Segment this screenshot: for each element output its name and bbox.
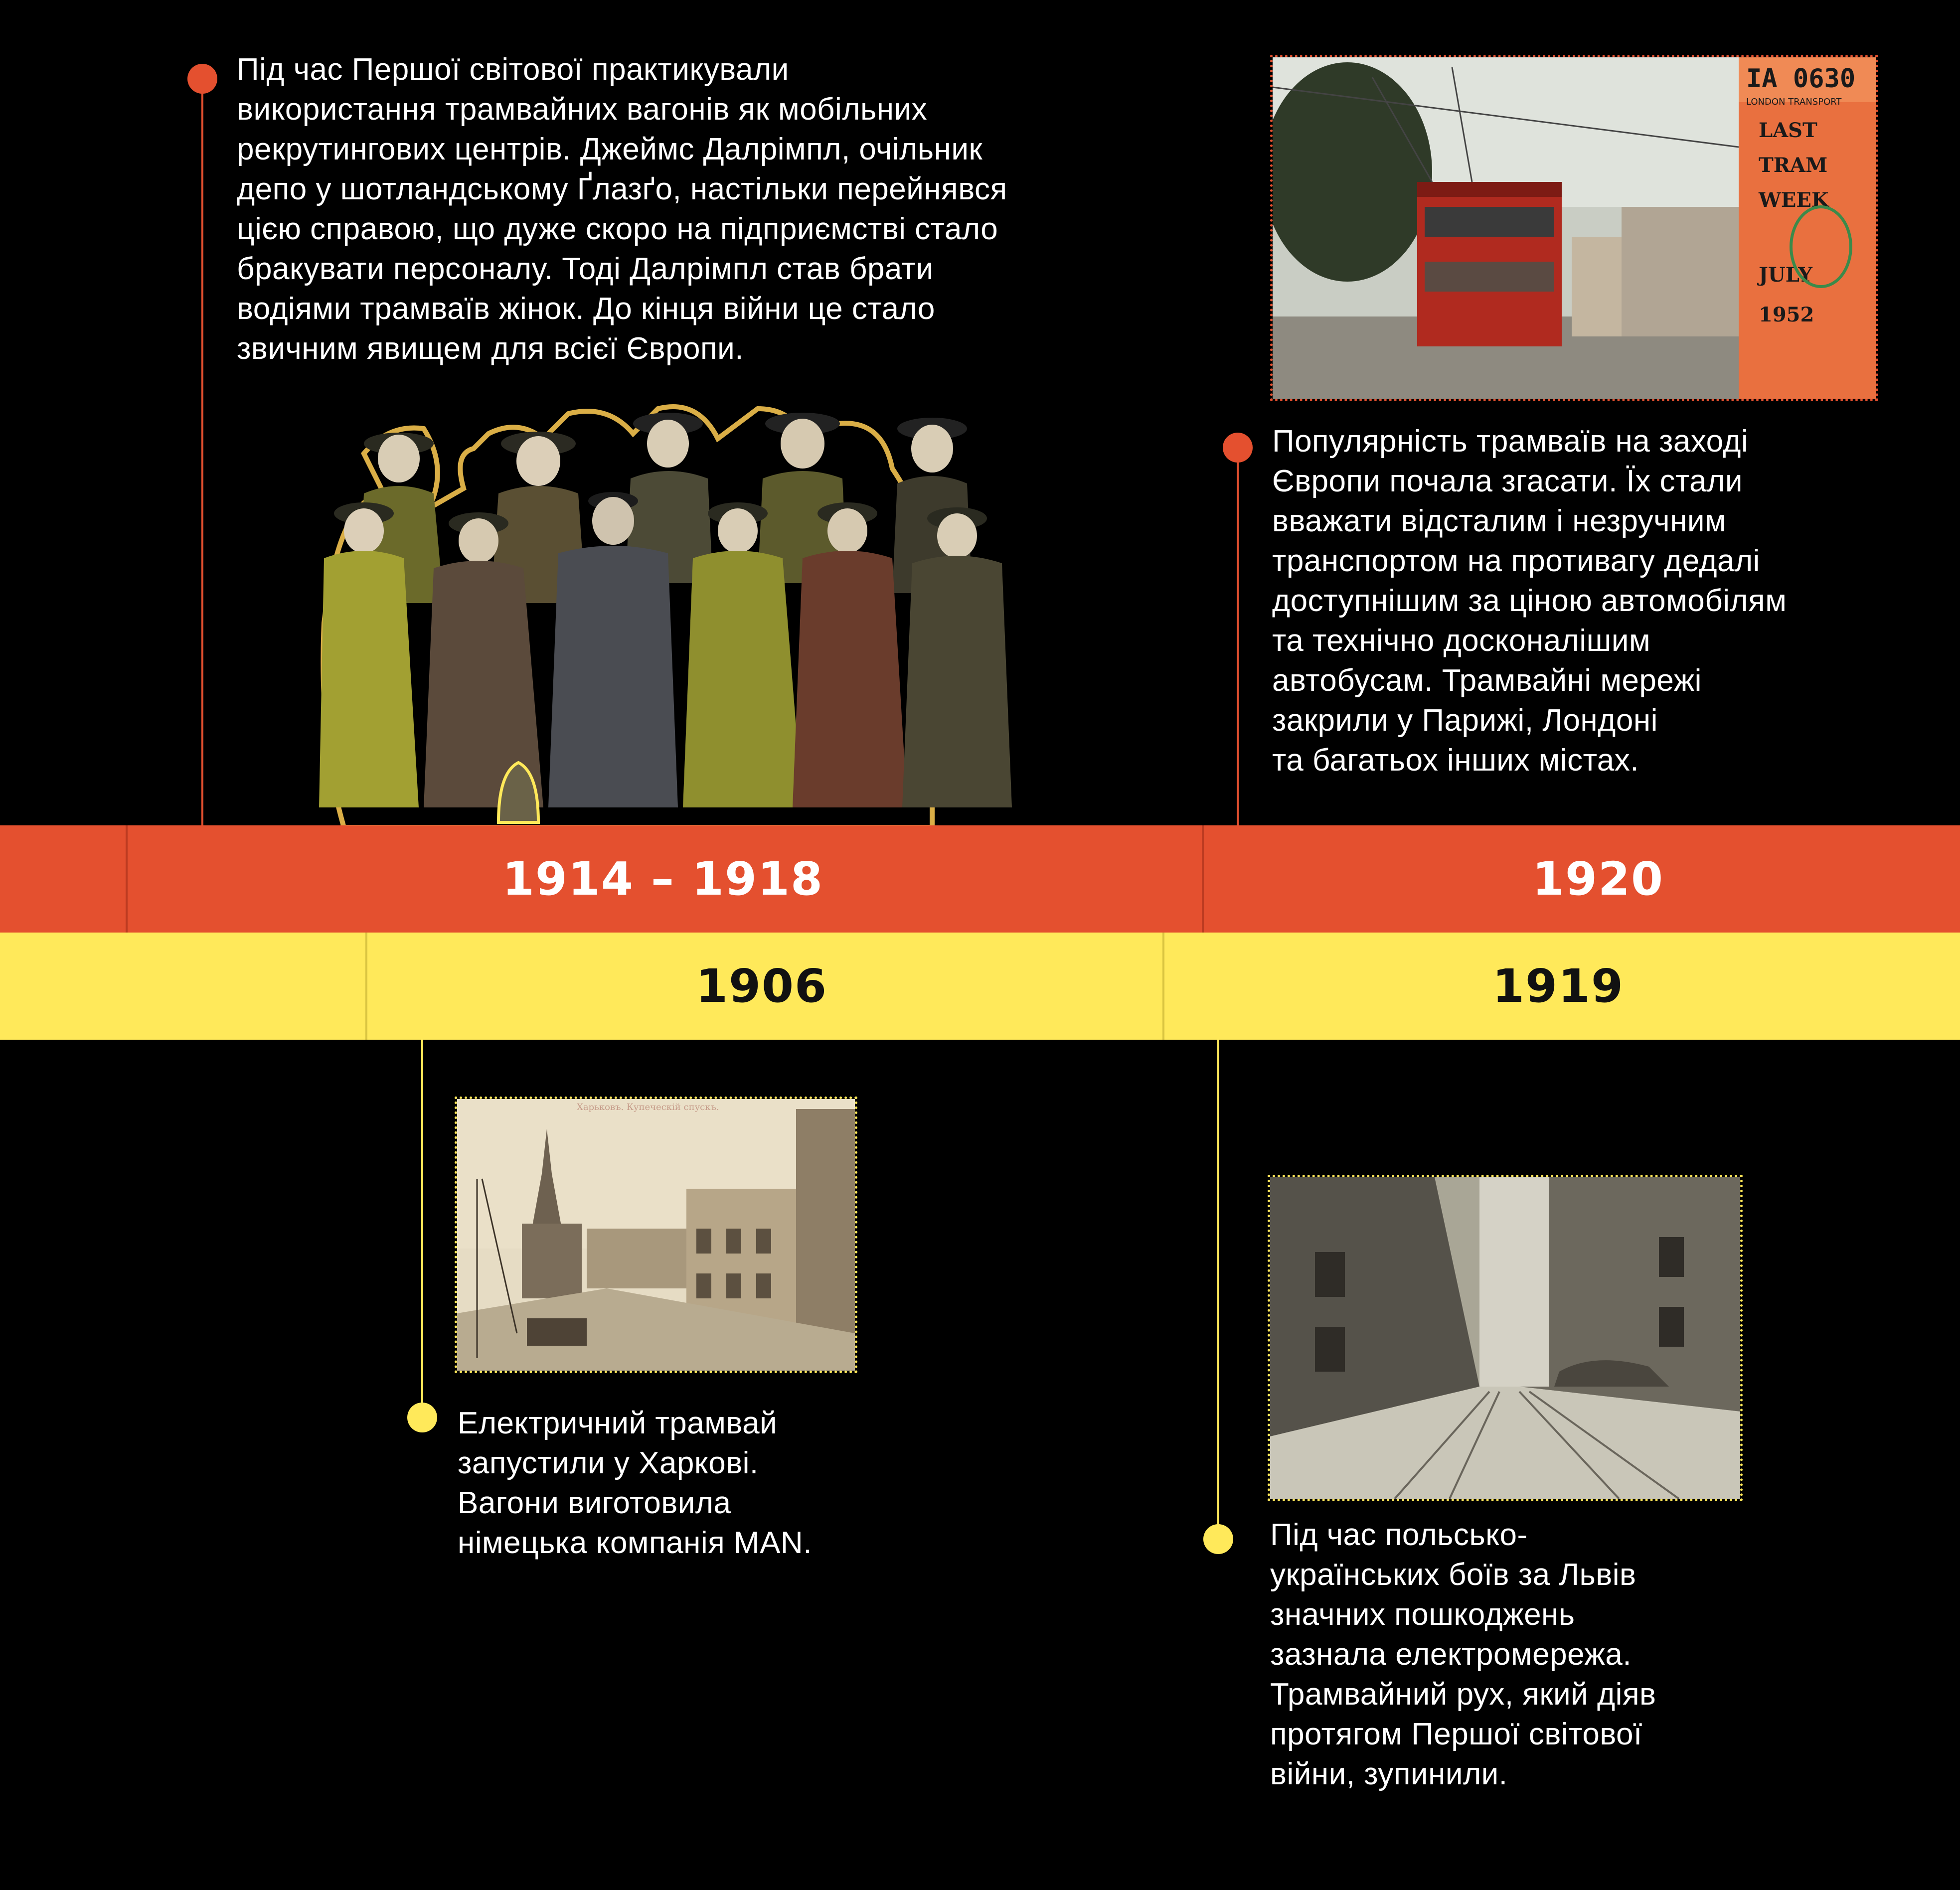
year-label-1919: 1919 bbox=[1492, 959, 1625, 1013]
ticket-line-3: WEEK bbox=[1759, 188, 1829, 212]
band-divider bbox=[1202, 825, 1204, 933]
ticket-header: LONDON TRANSPORT bbox=[1746, 97, 1842, 107]
timeline-connector-1906 bbox=[421, 1040, 423, 1418]
ticket-line-5: 1952 bbox=[1759, 303, 1814, 326]
event-text-1919: Під час польсько- українських боїв за Львів значних пошкоджень зазнала електромережа. Трамвайний рух, який діяв протягом Першої світової війни, зупинили. bbox=[1270, 1518, 1656, 1791]
timeline-dot-1919 bbox=[1203, 1524, 1233, 1554]
event-text-1914-1918: Під час Першої світової практикували використання трамвайних вагонів як мобільних рекрутингових центрів. Джеймс Далрімпл, очільник депо у шотландському Ґлазґо, настільки перейнявся цією справою, що дуже скоро на підприємстві стало бракувати персоналу. Тоді Далрімпл став брати водіями трамваїв жінок. До кінця війни це стало звичним явищем для всієї Європи. bbox=[237, 52, 1007, 366]
event-text-1906: Електричний трамвай запустили у Харкові. Вагони виготовила німецька компанія MAN. bbox=[458, 1406, 812, 1560]
band-divider bbox=[365, 933, 367, 1040]
ticket-line-4: JULY bbox=[1759, 263, 1812, 287]
timeline-connector-1919 bbox=[1217, 1040, 1219, 1533]
timeline-connector-1914 bbox=[201, 80, 203, 825]
timeline-connector-1920 bbox=[1237, 449, 1239, 825]
year-label-1914-1918: 1914 – 1918 bbox=[502, 852, 824, 906]
kharkiv-postcard bbox=[455, 1097, 857, 1373]
ticket-number: IA 0630 bbox=[1746, 64, 1856, 94]
ticket-line-1: LAST bbox=[1759, 119, 1817, 142]
group-photo-women-tram-conductors bbox=[309, 394, 1017, 842]
timeline-dot-1906 bbox=[407, 1403, 437, 1432]
ticket-line-2: TRAM bbox=[1759, 154, 1828, 177]
timeline-band-top bbox=[0, 825, 1960, 933]
timeline-dot-1920 bbox=[1223, 433, 1253, 463]
band-divider bbox=[1162, 933, 1164, 1040]
timeline-dot-1914 bbox=[187, 64, 217, 94]
london-red-tram-and-ticket bbox=[1270, 55, 1878, 401]
event-text-1920: Популярність трамваїв на заході Європи почала згасати. Їх стали вважати відсталим і незручним транспортом на противагу дедалі доступнішим за ціною автомобілям та технічно досконалішим автобусам. Трамвайні мережі закрили у Парижі, Лондоні та багатьох інших містах. bbox=[1272, 424, 1787, 778]
year-label-1920: 1920 bbox=[1532, 852, 1664, 906]
band-divider bbox=[126, 825, 128, 933]
lviv-street-barricades bbox=[1268, 1175, 1743, 1501]
year-label-1906: 1906 bbox=[695, 959, 828, 1013]
timeline-band-bottom bbox=[0, 933, 1960, 1040]
